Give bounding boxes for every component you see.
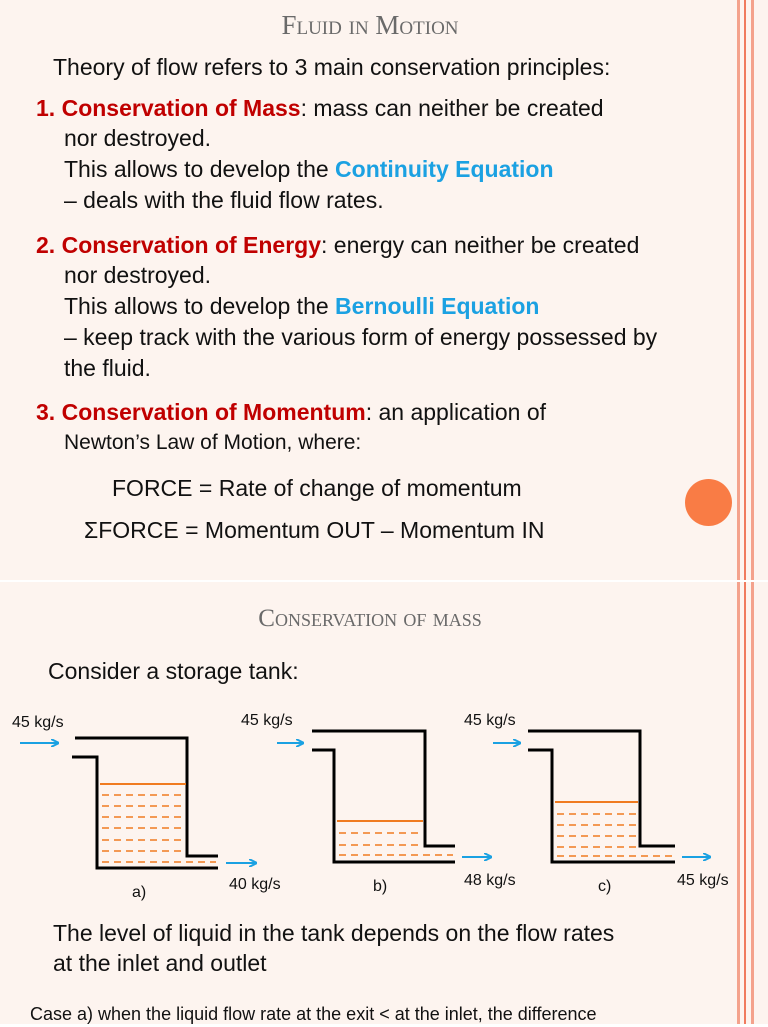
- tank-a: [20, 738, 256, 868]
- level-text-line2: at the inlet and outlet: [53, 950, 267, 976]
- principle-3-line2: Newton’s Law of Motion, where:: [64, 431, 362, 454]
- tank-a-case-label: a): [132, 884, 147, 901]
- decor-stripe: [751, 582, 754, 1024]
- tank-c-outlet-label: 45 kg/s: [677, 872, 729, 889]
- bernoulli-equation: Bernoulli Equation: [335, 293, 540, 319]
- principle-2: [36, 230, 639, 261]
- decor-circle: [685, 479, 732, 526]
- tank-a-outlet-label: 40 kg/s: [229, 876, 281, 893]
- slide-title: Fluid in Motion: [281, 10, 459, 40]
- text-span: This allows to develop the: [64, 156, 336, 182]
- principle-heading: Conservation of Mass: [61, 95, 301, 121]
- decor-stripe: [744, 582, 746, 1024]
- principle-1-line2: nor destroyed.: [64, 125, 212, 151]
- principle-3: [36, 397, 546, 428]
- force-equation: FORCE = Rate of change of momentum: [112, 475, 522, 501]
- decor-stripe: [744, 0, 746, 580]
- tank-b-outlet-label: 48 kg/s: [464, 872, 516, 889]
- case-a-text: Case a) when the liquid flow rate at the exit < at the inlet, the difference: [30, 1004, 597, 1024]
- principle-text: : mass can neither be created: [300, 95, 604, 121]
- principle-number: 1.: [36, 95, 62, 121]
- principle-heading: Conservation of Momentum: [61, 399, 366, 425]
- principle-2-line4: – keep track with the various form of energy possessed by: [64, 324, 658, 350]
- momentum-equation: ΣFORCE = Momentum OUT – Momentum IN: [84, 517, 545, 543]
- level-text-line1: The level of liquid in the tank depends on the flow rates: [53, 920, 615, 946]
- tank-b: [277, 731, 491, 862]
- principle-number: 2.: [36, 232, 62, 258]
- tank-a-inlet-label: 45 kg/s: [12, 714, 64, 731]
- principle-number: 3.: [36, 399, 62, 425]
- principle-text: : energy can neither be created: [321, 232, 640, 258]
- slide-title: Conservation of mass: [258, 605, 482, 632]
- principle-text: : an application of: [365, 399, 546, 425]
- principle-heading: Conservation of Energy: [61, 232, 322, 258]
- principle-1-line3: [64, 154, 554, 185]
- consider-text: Consider a storage tank:: [48, 658, 299, 684]
- principle-1-line4: – deals with the fluid flow rates.: [64, 187, 384, 213]
- decor-stripe: [751, 0, 754, 580]
- principle-1: [36, 93, 604, 124]
- tank-b-inlet-label: 45 kg/s: [241, 712, 293, 729]
- text-span: This allows to develop the: [64, 293, 336, 319]
- intro-text: Theory of flow refers to 3 main conservation principles:: [53, 54, 611, 80]
- principle-2-line2: nor destroyed.: [64, 262, 212, 288]
- principle-2-line3: [64, 291, 540, 322]
- continuity-equation: Continuity Equation: [335, 156, 554, 182]
- slide-conservation-of-mass: [0, 582, 768, 1024]
- decor-stripe: [737, 0, 740, 580]
- tank-c-inlet-label: 45 kg/s: [464, 712, 516, 729]
- tank-b-case-label: b): [373, 878, 388, 895]
- principle-2-line5: the fluid.: [64, 355, 151, 381]
- tank-c: [493, 731, 710, 862]
- tank-c-case-label: c): [598, 878, 612, 895]
